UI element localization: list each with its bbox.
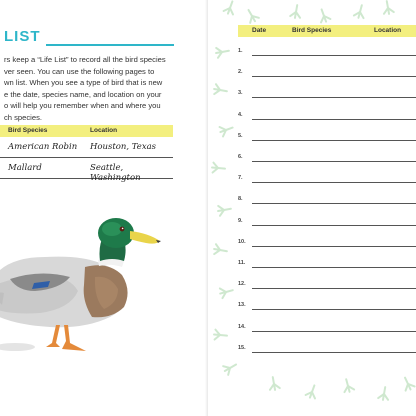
writing-line[interactable] <box>252 182 416 183</box>
writing-line[interactable] <box>252 352 416 353</box>
bird-track-icon <box>223 0 237 15</box>
column-header-location: Location <box>374 27 402 34</box>
writing-line[interactable] <box>252 119 416 120</box>
bird-track-icon <box>401 376 416 392</box>
example-location: Houston, Texas <box>90 142 157 152</box>
mallard-duck-illustration <box>0 205 200 365</box>
bird-track-icon <box>341 378 354 393</box>
writing-line[interactable] <box>252 267 416 268</box>
row-number: 6. <box>238 154 243 160</box>
column-header-date: Date <box>252 27 267 34</box>
bird-track-icon <box>305 384 319 400</box>
example-species: American Robin <box>8 142 78 152</box>
bird-track-icon <box>213 84 228 96</box>
row-number: 1. <box>238 48 243 54</box>
right-page <box>208 0 416 416</box>
bird-track-icon <box>213 244 228 256</box>
bird-track-icon <box>354 4 367 19</box>
bird-track-icon <box>214 329 228 340</box>
intro-line: ver seen. You can use the following pages to <box>4 66 155 76</box>
row-number: 4. <box>238 111 243 118</box>
intro-line: ch species. <box>4 112 42 122</box>
bird-track-icon <box>290 4 302 19</box>
writing-line[interactable] <box>252 309 416 310</box>
page-title-text: LIST <box>4 28 41 45</box>
page-title <box>0 26 180 48</box>
example-row <box>0 139 173 158</box>
writing-line[interactable] <box>252 331 416 332</box>
bird-track-icon <box>215 46 230 58</box>
bird-track-icon <box>217 204 232 216</box>
bird-track-icon <box>219 123 235 137</box>
intro-line: o will help you remember when and where you <box>4 101 161 111</box>
intro-line: wn list. When you see a type of bird that is new <box>4 78 163 88</box>
intro-line: rs keep a “Life List” to record all the bird species <box>4 55 166 64</box>
row-number: 8. <box>238 196 243 203</box>
bird-track-icon <box>219 285 234 298</box>
intro-line: e the date, species name, and location on your <box>4 89 162 99</box>
bird-track-icon <box>244 7 259 23</box>
life-list-table-header <box>238 25 416 37</box>
row-number: 7. <box>238 175 243 182</box>
example-table-header <box>0 125 173 137</box>
bird-track-icon <box>212 162 226 173</box>
row-number: 3. <box>238 90 243 97</box>
row-number: 14. <box>238 323 246 330</box>
column-header-species: Bird Species <box>292 27 332 34</box>
row-number: 10. <box>238 238 246 245</box>
column-header-species: Bird Species <box>8 127 48 134</box>
writing-line[interactable] <box>252 55 416 56</box>
row-number: 13. <box>238 302 246 309</box>
row-number: 15. <box>238 344 246 351</box>
example-location: Seattle, Washington <box>90 163 141 183</box>
writing-line[interactable] <box>252 161 416 162</box>
title-underline <box>46 44 174 46</box>
bird-track-icon <box>317 8 331 24</box>
writing-line[interactable] <box>252 288 416 289</box>
bird-track-icon <box>222 360 238 375</box>
column-header-location: Location <box>90 127 118 134</box>
bird-track-icon <box>378 386 390 401</box>
example-row <box>0 160 173 183</box>
bird-tracks-decoration <box>208 0 416 416</box>
writing-line[interactable] <box>252 140 416 141</box>
intro-paragraph <box>4 54 174 124</box>
row-number: 5. <box>238 132 243 139</box>
bird-track-icon <box>382 0 394 15</box>
row-number: 9. <box>238 217 243 224</box>
writing-line[interactable] <box>252 203 416 204</box>
bird-track-icon <box>268 376 280 391</box>
writing-line[interactable] <box>252 246 416 247</box>
row-number: 12. <box>238 281 246 288</box>
writing-line[interactable] <box>252 225 416 226</box>
writing-line[interactable] <box>252 76 416 77</box>
writing-line[interactable] <box>252 97 416 98</box>
row-number: 11. <box>238 260 246 266</box>
example-species: Mallard <box>8 163 42 173</box>
row-number: 2. <box>238 69 243 76</box>
